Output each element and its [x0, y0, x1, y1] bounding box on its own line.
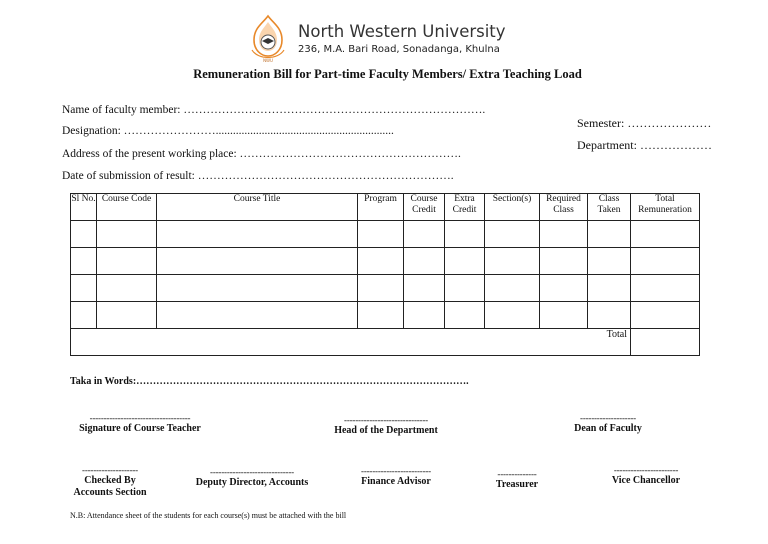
signature-line: ------------------------------: [344, 415, 428, 425]
total-value-cell[interactable]: [631, 329, 700, 356]
column-header: Sl No.: [71, 194, 97, 221]
remuneration-table: [70, 193, 700, 356]
signature-label: Accounts Section: [73, 487, 147, 498]
signature-line: -------------------------: [361, 466, 431, 476]
university-name: North Western University: [298, 22, 506, 41]
address-field[interactable]: Address of the present working place: ………………………………………………….: [62, 148, 461, 160]
footnote: N.B: Attendance sheet of the students for each course(s) must be attached with the bill: [70, 511, 347, 520]
column-header: Required Class: [540, 194, 588, 221]
table-row[interactable]: [71, 248, 700, 275]
signature-label: Treasurer: [495, 479, 539, 490]
deputy-director-signature: [184, 467, 320, 489]
head-signature: [326, 415, 446, 437]
taka-in-words-field[interactable]: Taka in Words:……………………………………………………………………………………….: [70, 376, 469, 387]
semester-field[interactable]: Semester: …………………: [577, 116, 712, 130]
dean-signature: [558, 413, 658, 435]
signature-line: --------------: [497, 469, 537, 479]
column-header: Course Credit: [404, 194, 445, 221]
signature-line: --------------------: [82, 465, 138, 475]
total-label: Total: [71, 329, 631, 356]
designation-field[interactable]: Designation: ……………………..............................................................: [62, 125, 394, 137]
signature-label: Dean of Faculty: [574, 423, 642, 434]
table-row[interactable]: [71, 221, 700, 248]
course-teacher-signature: [70, 413, 210, 435]
page-title: Remuneration Bill for Part-time Faculty Members/ Extra Teaching Load: [193, 67, 582, 81]
column-header: Total Remuneration: [631, 194, 700, 221]
column-header: Course Title: [157, 194, 358, 221]
svg-text:NWU: NWU: [263, 58, 273, 63]
total-row: [71, 329, 700, 356]
table-header-row: [71, 194, 700, 221]
signature-label: Head of the Department: [334, 425, 438, 436]
department-field[interactable]: Department: ………………: [577, 138, 712, 152]
faculty-name-field[interactable]: Name of faculty member: …………………………………………………………………….: [62, 104, 486, 116]
treasurer-signature: [484, 469, 550, 491]
column-header: Class Taken: [588, 194, 631, 221]
university-address: 236, M.A. Bari Road, Sonadanga, Khulna: [298, 44, 500, 55]
signature-label: Vice Chancellor: [611, 475, 681, 486]
signature-label: Checked By: [84, 475, 136, 486]
vice-chancellor-signature: [596, 465, 696, 487]
date-of-submission-field[interactable]: Date of submission of result: ………………………………………………………….: [62, 170, 454, 182]
table-row[interactable]: [71, 275, 700, 302]
signature-label: Signature of Course Teacher: [79, 423, 201, 434]
column-header: Program: [358, 194, 404, 221]
university-crest-icon: [246, 14, 290, 64]
finance-advisor-signature: [346, 466, 446, 488]
accounts-section-signature: [62, 465, 158, 499]
signature-line: ------------------------------: [210, 467, 294, 477]
signature-label: Deputy Director, Accounts: [195, 477, 309, 488]
table-row[interactable]: [71, 302, 700, 329]
column-header: Section(s): [485, 194, 540, 221]
signature-label: Finance Advisor: [361, 476, 431, 487]
signature-line: --------------------: [580, 413, 636, 423]
column-header: Course Code: [97, 194, 157, 221]
signature-line: -----------------------: [613, 465, 679, 475]
signature-line: ------------------------------------: [89, 413, 191, 423]
column-header: Extra Credit: [445, 194, 485, 221]
